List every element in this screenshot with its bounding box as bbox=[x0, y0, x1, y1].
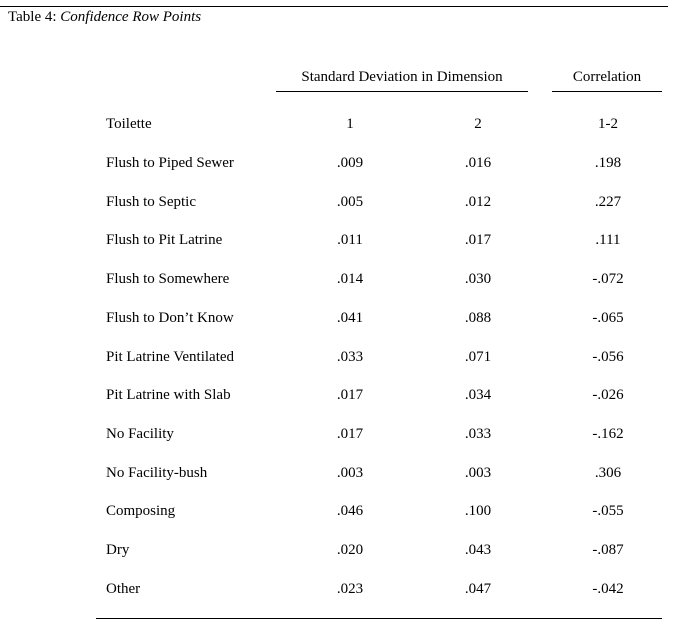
table-row bbox=[0, 465, 682, 487]
cell-dim-2: .030 bbox=[464, 271, 492, 287]
row-label: Flush to Pit Latrine bbox=[106, 232, 223, 248]
cell-dim-2: .088 bbox=[464, 310, 492, 326]
cell-dim-1: .009 bbox=[336, 155, 364, 171]
table-row bbox=[0, 387, 682, 409]
top-rule bbox=[0, 6, 668, 7]
cell-correlation: -.065 bbox=[592, 310, 624, 326]
cell-dim-1: .017 bbox=[336, 426, 364, 442]
caption-title: Confidence Row Points bbox=[60, 9, 202, 25]
row-label: Flush to Don’t Know bbox=[106, 310, 234, 326]
cell-dim-1: .003 bbox=[336, 465, 364, 481]
cell-correlation: .306 bbox=[594, 465, 622, 481]
cell-correlation: .198 bbox=[594, 155, 622, 171]
cell-dim-1: .033 bbox=[336, 349, 364, 365]
table-row bbox=[0, 503, 682, 525]
cell-dim-2: .003 bbox=[464, 465, 492, 481]
row-label: Pit Latrine Ventilated bbox=[106, 349, 235, 365]
cell-dim-2: .100 bbox=[464, 503, 492, 519]
cell-dim-2: .034 bbox=[464, 387, 492, 403]
cell-dim-1: .041 bbox=[336, 310, 364, 326]
table-row bbox=[0, 232, 682, 254]
table-row bbox=[0, 542, 682, 564]
row-label: Flush to Piped Sewer bbox=[106, 155, 234, 171]
group-header-correlation: Correlation bbox=[572, 69, 642, 85]
table-row bbox=[0, 581, 682, 603]
row-label: Pit Latrine with Slab bbox=[106, 387, 231, 403]
cell-correlation: .111 bbox=[595, 232, 621, 248]
column-header-dim-2: 2 bbox=[474, 116, 482, 132]
caption-prefix: Table 4: bbox=[8, 9, 61, 25]
cell-dim-2: .043 bbox=[464, 542, 492, 558]
cell-dim-1: .020 bbox=[336, 542, 364, 558]
table-row bbox=[0, 194, 682, 216]
cell-correlation: -.072 bbox=[592, 271, 624, 287]
table-row bbox=[0, 155, 682, 177]
cell-dim-2: .016 bbox=[464, 155, 492, 171]
cell-dim-2: .017 bbox=[464, 232, 492, 248]
table-row bbox=[0, 271, 682, 293]
row-label: Flush to Septic bbox=[106, 194, 197, 210]
group-header-std-dev-rule bbox=[276, 91, 528, 92]
cell-correlation: -.056 bbox=[592, 349, 624, 365]
row-label: No Facility bbox=[106, 426, 174, 442]
row-label: Flush to Somewhere bbox=[106, 271, 230, 287]
row-label: Other bbox=[106, 581, 141, 597]
cell-dim-1: .014 bbox=[336, 271, 364, 287]
bottom-rule bbox=[96, 618, 662, 619]
cell-dim-2: .047 bbox=[464, 581, 492, 597]
cell-dim-1: .023 bbox=[336, 581, 364, 597]
table-caption bbox=[8, 9, 201, 26]
cell-correlation: .227 bbox=[594, 194, 622, 210]
cell-dim-1: .005 bbox=[336, 194, 364, 210]
cell-correlation: -.042 bbox=[592, 581, 624, 597]
table-row bbox=[0, 349, 682, 371]
row-label: Dry bbox=[106, 542, 130, 558]
row-label: Composing bbox=[106, 503, 176, 519]
group-header-std-dev: Standard Deviation in Dimension bbox=[301, 69, 503, 85]
cell-correlation: -.162 bbox=[592, 426, 624, 442]
column-header-toilette: Toilette bbox=[106, 116, 152, 132]
table-row bbox=[0, 310, 682, 332]
cell-correlation: -.055 bbox=[592, 503, 624, 519]
column-header-dim-1: 1 bbox=[346, 116, 354, 132]
table-row bbox=[0, 426, 682, 448]
cell-dim-1: .046 bbox=[336, 503, 364, 519]
cell-dim-1: .017 bbox=[336, 387, 364, 403]
cell-dim-2: .033 bbox=[464, 426, 492, 442]
cell-correlation: -.087 bbox=[592, 542, 624, 558]
cell-dim-2: .012 bbox=[464, 194, 492, 210]
cell-correlation: -.026 bbox=[592, 387, 624, 403]
cell-dim-2: .071 bbox=[464, 349, 492, 365]
row-label: No Facility-bush bbox=[106, 465, 208, 481]
cell-dim-1: .011 bbox=[337, 232, 363, 248]
group-header-correlation-rule bbox=[552, 91, 662, 92]
column-header-correlation-1-2: 1-2 bbox=[598, 116, 618, 132]
